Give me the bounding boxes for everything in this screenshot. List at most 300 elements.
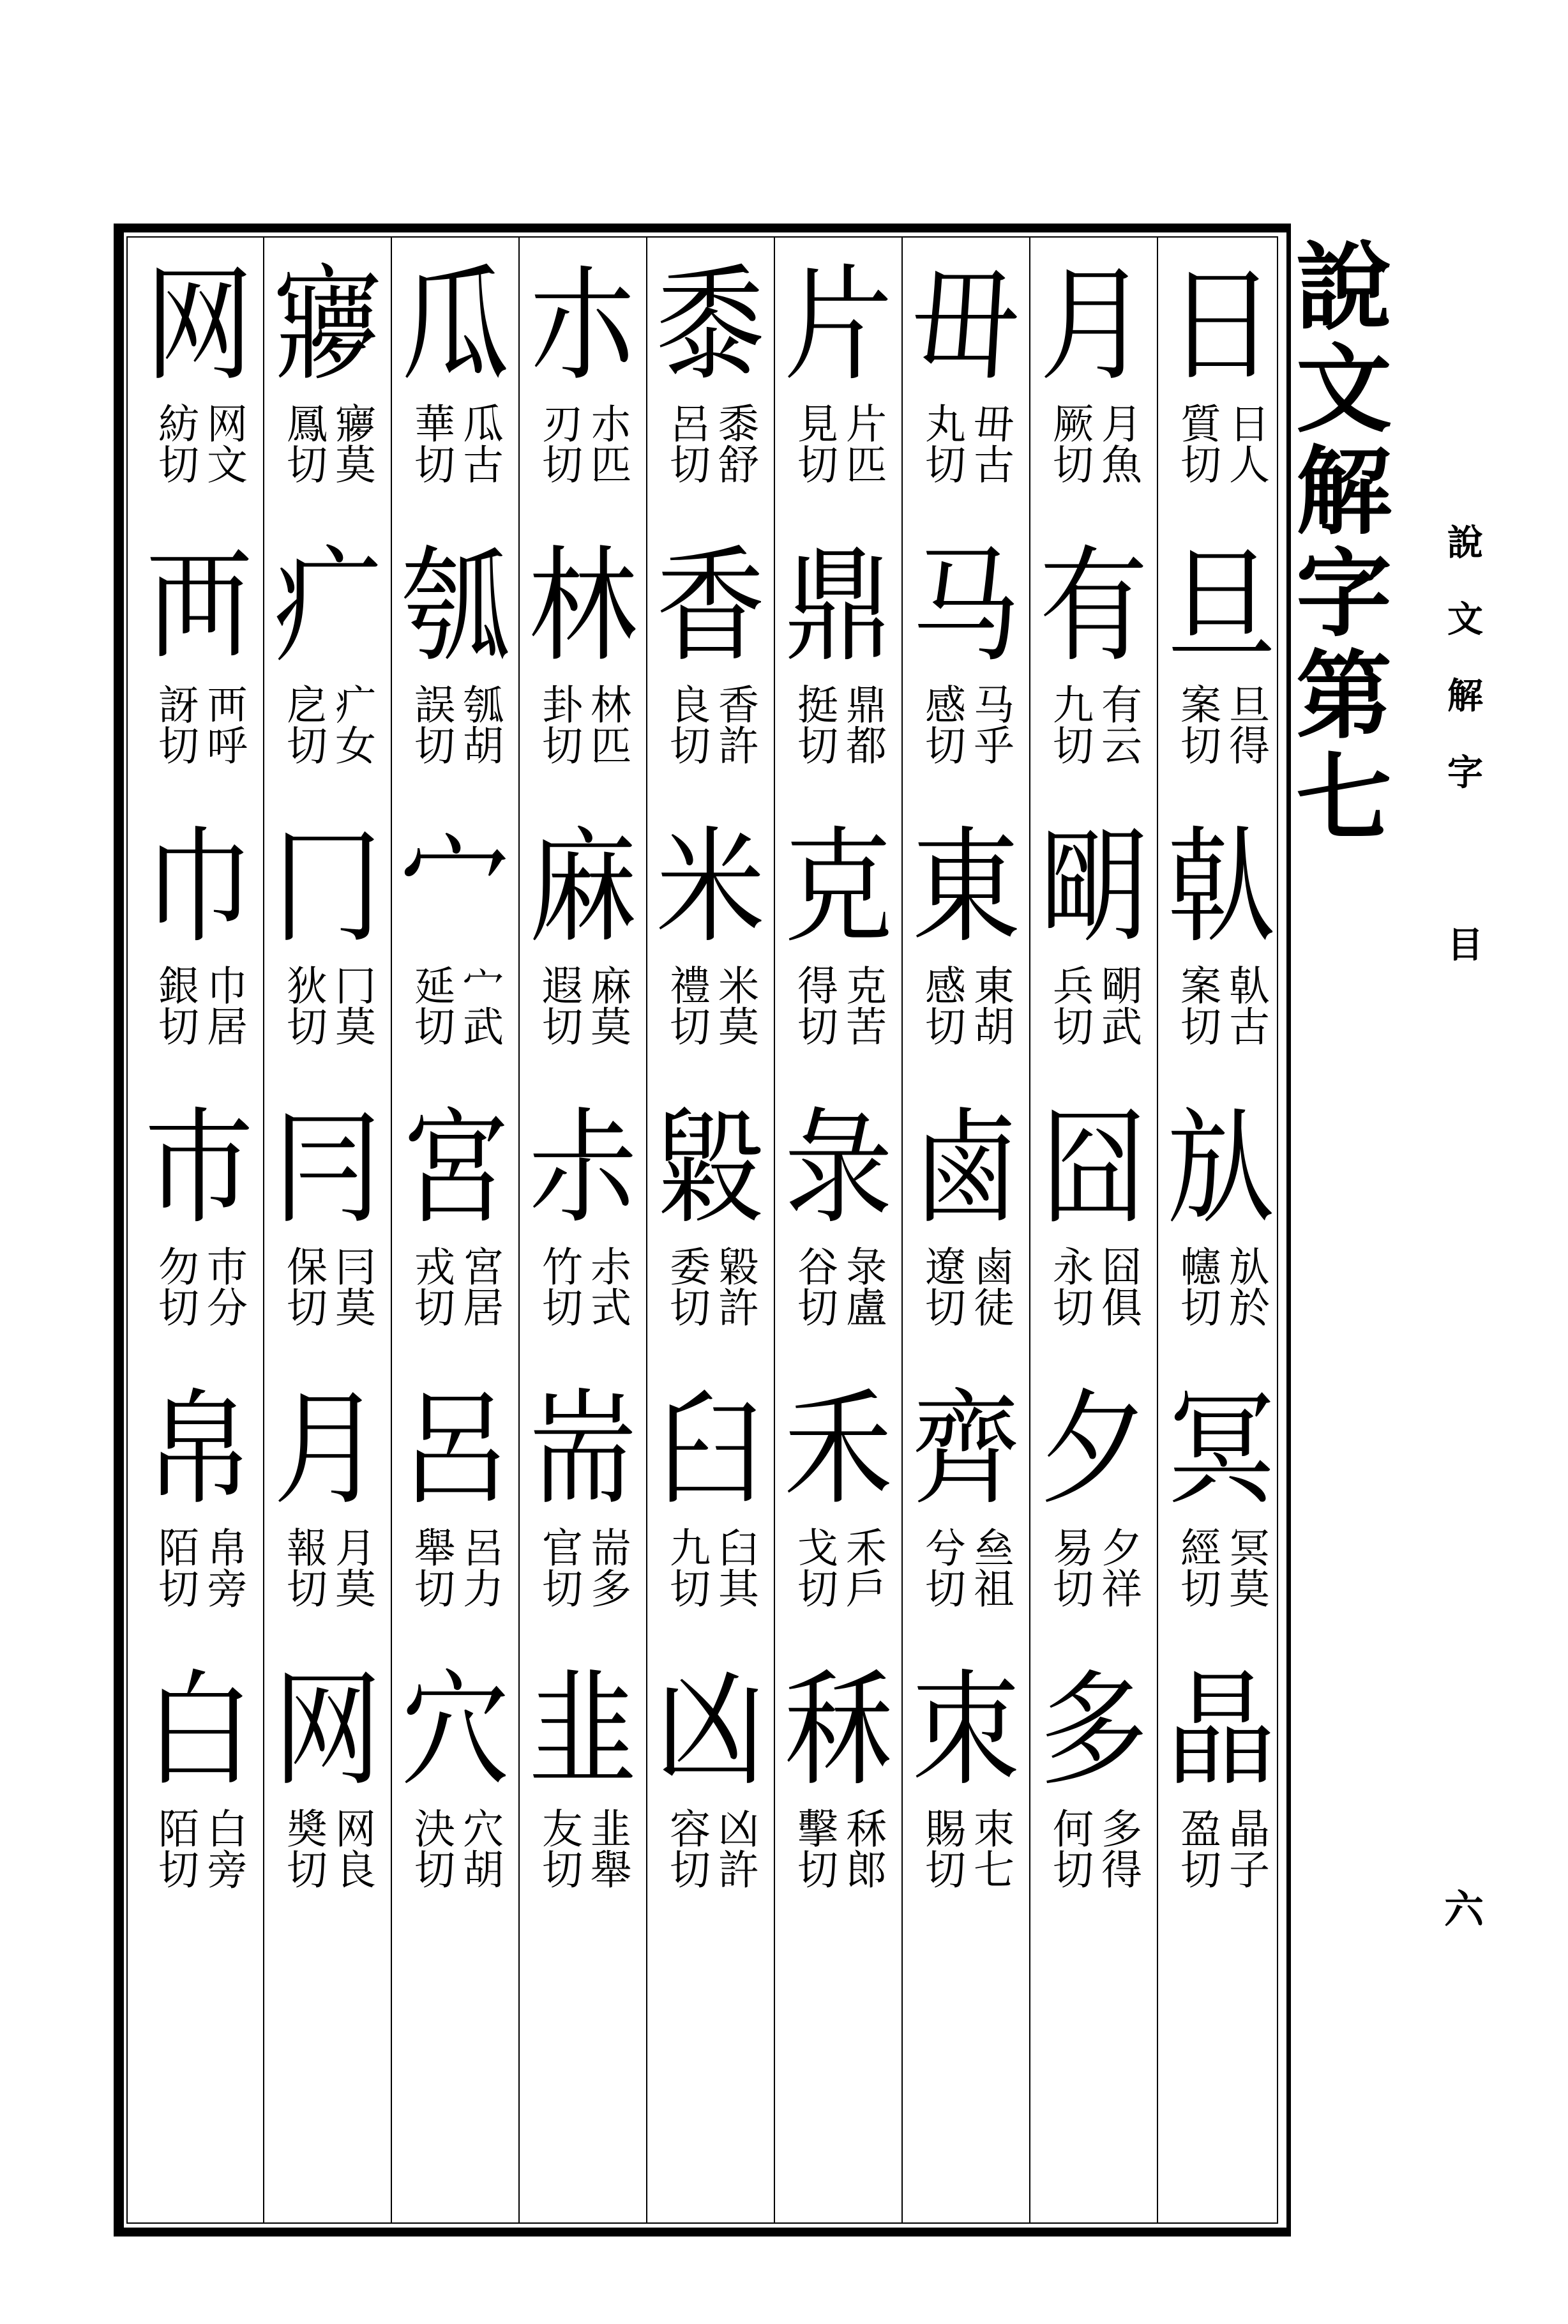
annotation-line: [280, 1245, 327, 1373]
dictionary-entry: [1030, 1092, 1157, 1373]
fanqie-annotation: [282, 1526, 373, 1654]
dictionary-entry: [775, 530, 901, 811]
chapter-title: [1296, 231, 1392, 854]
seal-script-head: 巿: [144, 1096, 253, 1242]
annotation-line: [711, 402, 758, 530]
annotation-line: [1222, 964, 1269, 1092]
annotation-line: [151, 964, 199, 1092]
dictionary-entry: [903, 1373, 1029, 1654]
dictionary-entry: [1030, 1654, 1157, 1935]
seal-script-head: 多: [1039, 1658, 1148, 1804]
annotation-line: [535, 402, 582, 530]
dictionary-entry: [1158, 249, 1285, 530]
fanqie-annotation: [790, 964, 886, 1092]
annotation-text: 延切: [407, 964, 455, 1046]
seal-script-head: 毇: [656, 1096, 765, 1242]
seal-script-head: 麻: [528, 815, 637, 961]
dictionary-entry: [264, 249, 391, 530]
annotation-text: 宀武: [456, 964, 503, 1046]
seal-script-head: 日: [1166, 253, 1276, 399]
fanqie-annotation: [151, 402, 247, 530]
annotation-text: 米莫: [711, 964, 758, 1046]
seal-script-head: 晶: [1166, 1658, 1276, 1804]
annotation-line: [202, 1807, 245, 1935]
annotation-text: 鳳切: [280, 402, 327, 484]
annotation-text: 鼎都: [839, 683, 886, 765]
annotation-text: 麻莫: [584, 964, 631, 1046]
annotation-line: [280, 683, 327, 811]
dictionary-entry: [135, 249, 263, 530]
annotation-text: 良切: [663, 683, 710, 765]
annotation-line: [1046, 1526, 1093, 1654]
title-char: 字: [1296, 538, 1392, 650]
annotation-text: 穴胡: [456, 1807, 503, 1889]
fanqie-annotation: [1046, 1526, 1142, 1654]
seal-script-head: 巾: [144, 815, 253, 961]
annotation-line: [280, 1526, 327, 1654]
dictionary-entry: [392, 1373, 518, 1654]
fanqie-annotation: [918, 402, 1014, 530]
fanqie-annotation: [151, 683, 247, 811]
annotation-line: [711, 683, 758, 811]
annotation-line: [967, 402, 1014, 530]
annotation-text: 兵切: [1046, 964, 1093, 1046]
annotation-line: [584, 1807, 631, 1935]
annotation-text: 晶子: [1222, 1807, 1269, 1889]
annotation-line: [1094, 1526, 1142, 1654]
annotation-text: 戈切: [790, 1526, 838, 1608]
page-number: 六: [1444, 1886, 1484, 1933]
annotation-line: [711, 964, 758, 1092]
annotation-line: [535, 1807, 582, 1935]
margin-section-mark: 目: [1447, 924, 1483, 966]
annotation-text: 旦得: [1222, 683, 1269, 765]
dictionary-entry: [647, 811, 774, 1092]
annotation-line: [151, 1807, 199, 1935]
annotation-line: [328, 402, 375, 530]
entry-column: [1029, 238, 1157, 2224]
annotation-text: 盈切: [1173, 1807, 1221, 1889]
annotation-line: [151, 402, 199, 530]
annotation-line: [584, 964, 631, 1092]
dictionary-entry: [1030, 530, 1157, 811]
annotation-text: 月魚: [1094, 402, 1142, 484]
annotation-line: [663, 1807, 710, 1935]
annotation-text: 見切: [790, 402, 838, 484]
fanqie-annotation: [1173, 1245, 1269, 1373]
seal-script-head: 襾: [144, 534, 253, 680]
seal-script-head: 黍: [656, 253, 765, 399]
margin-char: 解: [1447, 675, 1483, 717]
annotation-text: 質切: [1173, 402, 1221, 484]
annotation-line: [663, 1526, 710, 1654]
annotation-text: 巾居: [200, 964, 247, 1046]
dictionary-entry: [135, 1092, 263, 1373]
annotation-text: 案切: [1173, 683, 1221, 765]
annotation-line: [202, 683, 245, 811]
annotation-line: [841, 1807, 884, 1935]
annotation-line: [535, 683, 582, 811]
annotation-text: 遼切: [918, 1245, 965, 1327]
annotation-text: 易切: [1046, 1526, 1093, 1608]
fanqie-annotation: [282, 402, 373, 530]
fanqie-annotation: [665, 964, 756, 1092]
seal-script-head: 㫃: [1166, 1096, 1276, 1242]
dictionary-entry: [520, 1092, 646, 1373]
annotation-text: 呂切: [663, 402, 710, 484]
annotation-line: [458, 1807, 501, 1935]
annotation-text: 永切: [1046, 1245, 1093, 1327]
dictionary-entry: [392, 530, 518, 811]
annotation-text: 擊切: [790, 1807, 838, 1889]
annotation-text: 夕祥: [1094, 1526, 1142, 1608]
fanqie-annotation: [665, 683, 756, 811]
annotation-text: 㫃於: [1222, 1245, 1269, 1327]
annotation-text: 凶許: [711, 1807, 758, 1889]
title-char: 解: [1296, 436, 1392, 548]
annotation-line: [535, 964, 582, 1092]
annotation-text: 网良: [328, 1807, 375, 1889]
annotation-line: [458, 683, 501, 811]
annotation-text: 卦切: [535, 683, 582, 765]
fanqie-annotation: [1173, 1526, 1269, 1654]
dictionary-entry: [775, 1654, 901, 1935]
annotation-line: [1173, 1807, 1221, 1935]
annotation-line: [328, 1807, 375, 1935]
annotation-text: 感切: [918, 683, 965, 765]
annotation-text: 陌切: [151, 1526, 199, 1608]
fanqie-annotation: [1046, 402, 1142, 530]
annotation-text: 賜切: [918, 1807, 965, 1889]
annotation-line: [1173, 1245, 1221, 1373]
dictionary-entry: [1030, 1373, 1157, 1654]
seal-script-head: 呂: [400, 1377, 509, 1523]
annotation-line: [458, 1245, 501, 1373]
seal-script-head: 片: [783, 253, 893, 399]
seal-script-head: 彔: [783, 1096, 893, 1242]
fanqie-annotation: [1173, 402, 1269, 530]
annotation-line: [790, 1807, 838, 1935]
annotation-line: [1094, 683, 1142, 811]
annotation-line: [584, 1526, 631, 1654]
seal-script-head: 穴: [400, 1658, 509, 1804]
annotation-text: 香許: [711, 683, 758, 765]
annotation-text: 挺切: [790, 683, 838, 765]
annotation-text: 奬切: [280, 1807, 327, 1889]
seal-script-head: 凶: [656, 1658, 765, 1804]
annotation-line: [1173, 964, 1221, 1092]
annotation-text: 九切: [663, 1526, 710, 1608]
annotation-text: 林匹: [584, 683, 631, 765]
dictionary-entry: [1158, 1373, 1285, 1654]
fanqie-annotation: [918, 1526, 1014, 1654]
dictionary-entry: [647, 1373, 774, 1654]
dictionary-entry: [775, 1092, 901, 1373]
fanqie-annotation: [790, 1245, 886, 1373]
fanqie-annotation: [665, 1807, 756, 1935]
annotation-text: 兮切: [918, 1526, 965, 1608]
seal-script-head: 帛: [144, 1377, 253, 1523]
title-char: 說: [1296, 231, 1392, 344]
annotation-text: 亝祖: [967, 1526, 1014, 1608]
annotation-text: 東胡: [967, 964, 1014, 1046]
seal-script-head: 月: [273, 1377, 382, 1523]
annotation-text: 冥莫: [1222, 1526, 1269, 1608]
annotation-text: 谷切: [790, 1245, 838, 1327]
dictionary-entry: [903, 811, 1029, 1092]
annotation-line: [1094, 1807, 1142, 1935]
annotation-line: [202, 1245, 245, 1373]
annotation-line: [918, 1526, 965, 1654]
seal-script-head: 朿: [911, 1658, 1020, 1804]
annotation-line: [280, 402, 327, 530]
seal-script-head: 鹵: [911, 1096, 1020, 1242]
annotation-text: 月莫: [328, 1526, 375, 1608]
seal-script-head: 疒: [273, 534, 382, 680]
annotation-line: [584, 1245, 631, 1373]
seal-script-head: 白: [144, 1658, 253, 1804]
dictionary-entry: [647, 1654, 774, 1935]
fanqie-annotation: [790, 683, 886, 811]
annotation-line: [918, 964, 965, 1092]
seal-script-head: 朙: [1039, 815, 1148, 961]
seal-script-head: 㝱: [273, 253, 382, 399]
fanqie-annotation: [1046, 683, 1142, 811]
annotation-text: 丸切: [918, 402, 965, 484]
fanqie-annotation: [535, 683, 631, 811]
dictionary-entry: [392, 1654, 518, 1935]
fanqie-annotation: [665, 402, 756, 530]
annotation-line: [328, 683, 375, 811]
title-char: 第: [1296, 640, 1392, 752]
fanqie-annotation: [407, 964, 503, 1092]
annotation-text: 片匹: [839, 402, 886, 484]
annotation-text: 保切: [280, 1245, 327, 1327]
seal-script-head: 尗: [528, 1096, 637, 1242]
annotation-line: [663, 683, 710, 811]
annotation-line: [967, 1807, 1014, 1935]
fanqie-annotation: [918, 1807, 1014, 1935]
annotation-text: 紡切: [151, 402, 199, 484]
seal-script-head: 瓠: [400, 534, 509, 680]
annotation-line: [407, 683, 455, 811]
dictionary-entry: [1158, 530, 1285, 811]
annotation-line: [790, 964, 838, 1092]
seal-script-head: 冥: [1166, 1377, 1276, 1523]
annotation-text: 戎切: [407, 1245, 455, 1327]
annotation-line: [458, 1526, 501, 1654]
annotation-text: 厥切: [1046, 402, 1093, 484]
annotation-line: [280, 964, 327, 1092]
fanqie-annotation: [282, 964, 373, 1092]
seal-script-head: 韭: [528, 1658, 637, 1804]
annotation-line: [328, 964, 375, 1092]
annotation-text: 毇許: [711, 1245, 758, 1327]
annotation-line: [918, 1245, 965, 1373]
dictionary-entry: [392, 1092, 518, 1373]
annotation-line: [328, 1526, 375, 1654]
title-char: 七: [1296, 742, 1392, 854]
dictionary-entry: [264, 1654, 391, 1935]
seal-script-head: 朩: [528, 253, 637, 399]
seal-script-head: 有: [1039, 534, 1148, 680]
annotation-line: [202, 402, 245, 530]
annotation-text: 遐切: [535, 964, 582, 1046]
annotation-line: [202, 964, 245, 1092]
dictionary-entry: [1158, 1092, 1285, 1373]
seal-script-head: 秝: [783, 1658, 893, 1804]
dictionary-entry: [264, 1373, 391, 1654]
annotation-line: [584, 402, 631, 530]
entry-column: [901, 238, 1029, 2224]
fanqie-annotation: [407, 1245, 503, 1373]
dictionary-entry: [775, 249, 901, 530]
dictionary-entry: [264, 811, 391, 1092]
annotation-line: [711, 1526, 758, 1654]
annotation-text: 襾呼: [200, 683, 247, 765]
annotation-line: [1094, 964, 1142, 1092]
annotation-text: 禾戶: [839, 1526, 886, 1608]
dictionary-entry: [647, 530, 774, 811]
annotation-line: [584, 683, 631, 811]
annotation-text: 朿七: [967, 1807, 1014, 1889]
dictionary-entry: [903, 249, 1029, 530]
dictionary-entry: [775, 1373, 901, 1654]
annotation-line: [663, 1245, 710, 1373]
annotation-text: 狄切: [280, 964, 327, 1046]
annotation-text: 巿分: [200, 1245, 247, 1327]
fanqie-annotation: [282, 1245, 373, 1373]
annotation-text: 友切: [535, 1807, 582, 1889]
dictionary-entry: [520, 1373, 646, 1654]
dictionary-entry: [903, 1654, 1029, 1935]
fanqie-annotation: [535, 964, 631, 1092]
dictionary-entry: [392, 811, 518, 1092]
fanqie-annotation: [790, 1807, 886, 1935]
annotation-line: [407, 1526, 455, 1654]
fanqie-annotation: [151, 1245, 247, 1373]
annotation-line: [151, 1526, 199, 1654]
annotation-line: [790, 1526, 838, 1654]
seal-script-head: 夕: [1039, 1377, 1148, 1523]
annotation-line: [407, 1807, 455, 1935]
annotation-line: [841, 402, 884, 530]
entry-column: [518, 238, 646, 2224]
annotation-line: [280, 1807, 327, 1935]
fanqie-annotation: [1173, 683, 1269, 811]
fanqie-annotation: [407, 1526, 503, 1654]
seal-script-head: 旦: [1166, 534, 1276, 680]
annotation-text: 幰切: [1173, 1245, 1221, 1327]
seal-script-head: 米: [656, 815, 765, 961]
seal-script-head: 林: [528, 534, 637, 680]
dictionary-entry: [520, 1654, 646, 1935]
annotation-text: 臼其: [711, 1526, 758, 1608]
annotation-text: 感切: [918, 964, 965, 1046]
annotation-text: 马乎: [967, 683, 1014, 765]
annotation-text: 㝱莫: [328, 402, 375, 484]
annotation-line: [663, 402, 710, 530]
margin-running-head: [1440, 505, 1491, 984]
annotation-line: [458, 402, 501, 530]
dictionary-entry: [520, 530, 646, 811]
annotation-line: [918, 402, 965, 530]
dictionary-entry: [1030, 249, 1157, 530]
entry-column: [391, 238, 518, 2224]
fanqie-annotation: [535, 1526, 631, 1654]
fanqie-annotation: [151, 964, 247, 1092]
annotation-text: 倝古: [1222, 964, 1269, 1046]
fanqie-annotation: [665, 1245, 756, 1373]
annotation-line: [711, 1245, 758, 1373]
annotation-text: 鹵徒: [967, 1245, 1014, 1327]
annotation-text: 經切: [1173, 1526, 1221, 1608]
annotation-line: [790, 402, 838, 530]
fanqie-annotation: [918, 964, 1014, 1092]
annotation-text: 宮居: [456, 1245, 503, 1327]
annotation-text: 委切: [663, 1245, 710, 1327]
dictionary-entry: [264, 1092, 391, 1373]
entry-column: [1157, 238, 1285, 2224]
annotation-text: 有云: [1094, 683, 1142, 765]
fanqie-annotation: [1046, 1245, 1142, 1373]
annotation-line: [1046, 1245, 1093, 1373]
annotation-text: 何切: [1046, 1807, 1093, 1889]
dictionary-entry: [1158, 811, 1285, 1092]
fanqie-annotation: [918, 683, 1014, 811]
annotation-line: [1094, 402, 1142, 530]
annotation-line: [967, 683, 1014, 811]
annotation-text: 彔盧: [839, 1245, 886, 1327]
annotation-line: [535, 1526, 582, 1654]
annotation-text: 黍舒: [711, 402, 758, 484]
title-char: 文: [1296, 333, 1392, 446]
annotation-line: [407, 964, 455, 1092]
seal-script-head: 東: [911, 815, 1020, 961]
annotation-text: 毌古: [967, 402, 1014, 484]
annotation-line: [1222, 1245, 1269, 1373]
annotation-line: [1222, 683, 1269, 811]
annotation-text: 陌切: [151, 1807, 199, 1889]
annotation-text: 疒女: [328, 683, 375, 765]
annotation-text: 九切: [1046, 683, 1093, 765]
seal-script-head: 克: [783, 815, 893, 961]
annotation-text: 戹切: [280, 683, 327, 765]
annotation-line: [918, 1807, 965, 1935]
seal-script-head: 网: [273, 1658, 382, 1804]
dictionary-entry: [135, 811, 263, 1092]
annotation-text: 耑多: [584, 1526, 631, 1608]
fanqie-annotation: [1173, 964, 1269, 1092]
dictionary-entry: [520, 811, 646, 1092]
seal-script-head: 囧: [1039, 1096, 1148, 1242]
annotation-line: [151, 1245, 199, 1373]
annotation-line: [918, 683, 965, 811]
dictionary-entry: [1030, 811, 1157, 1092]
entry-column: [646, 238, 774, 2224]
dictionary-entry: [135, 530, 263, 811]
annotation-line: [967, 1526, 1014, 1654]
fanqie-annotation: [790, 402, 886, 530]
seal-script-head: 冂: [273, 815, 382, 961]
seal-script-head: 耑: [528, 1377, 637, 1523]
annotation-line: [841, 1526, 884, 1654]
dictionary-entry: [647, 1092, 774, 1373]
annotation-text: 銀切: [151, 964, 199, 1046]
annotation-text: 刃切: [535, 402, 582, 484]
seal-script-head: 倝: [1166, 815, 1276, 961]
seal-script-head: 宮: [400, 1096, 509, 1242]
